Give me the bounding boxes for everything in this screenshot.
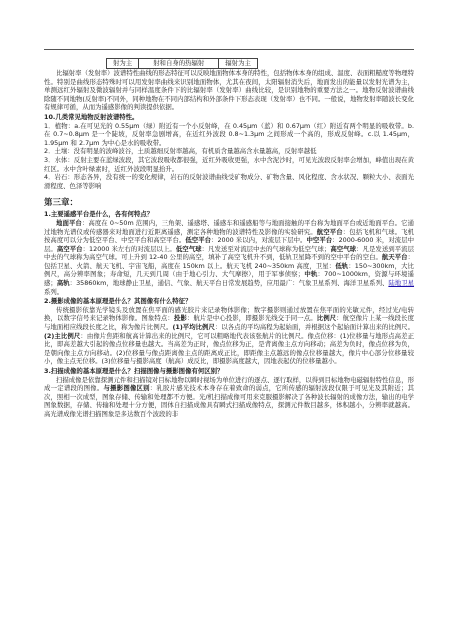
answer-1 [44,219,414,296]
term: 高轨 [56,279,70,288]
term: 比例尺 [316,314,337,323]
text: ：包括卫星、火箭、航天飞机、宇宙飞船，高度在 150km 以上。航天飞机 240~350km 高度，卫星： [44,253,414,270]
question-1: 1.主要遥感平台是什么，各有何特点？ [44,210,154,219]
term: 低轨 [335,261,349,270]
question-10: 10.几类常见地物反射波谱特性。 [44,112,139,121]
term: (2)主比例尺 [44,331,81,340]
table-fragment [106,58,258,69]
header-rule [44,49,414,50]
term: 与摄影图像区别 [103,384,150,393]
term: 低空气球 [175,244,202,253]
table-cell: 射和自身的热辐射 [139,59,219,69]
term: 投影 [173,314,187,323]
list-item: 3．水体：反射主要在蓝绿波段，其它波段吸收都很强，近红外吸收更强，水中含泥沙时，可见光波段反射率会增加，峰值出现在黄红区。水中含叶绿素时，近红外波段明显抬升。 [44,155,414,173]
list-item: 4．岩石：形态各异，没有统一的变化规律，岩石的反射波谱曲线受矿物成分、矿物含量、风化程度、含水状况、颗粒大小、表面光滑程度、色泽等影响 [44,173,414,190]
table-cell: 辐射为主 [219,59,258,69]
term: 中轨 [304,270,318,279]
text: ：以各点的平均高程为起始面，并根据这个起始面计算出来的比例尺。 [214,323,414,332]
chapter-heading: 第三章： [44,198,79,209]
term: 航天平台 [381,253,408,262]
text: ：航空像片上某一线段长度与地面相应线段长度之比，称为像片比例尺。 [44,314,415,332]
text: ：12000 米左右的对流层以上。 [82,244,176,253]
text: ：35860km，地球静止卫星，通信、气象、航天平台日常发展趋势，应用最广：气象卫星系列、海洋卫星系列、 [69,279,389,288]
question-2: 2.摄影成像的基本原理是什么？其图像有什么特征？ [44,297,192,306]
list-item: 2．土壤：没有明显的波峰波谷，土质越细反射率越高，有机质含量越高含水量越高，反射率越低 [44,147,317,156]
text: ：2000 米以内，对流层下层中。 [211,236,307,245]
term: 中空平台 [306,236,333,245]
text: ：2000-6000 米，对流层中层。 [44,236,415,253]
text: 传统摄影依靠光学镜头及放置在焦平面的感光胶片来记录物体影像；数字摄影则通过放置在焦平面的光敏元件，经过光/电转换，以数字信号来记录物体影像。图象特点： [44,305,414,323]
term: 高空平台 [56,244,83,253]
term: 低空平台 [185,236,212,245]
text: ：包括飞机和气球。飞机按高度可以分为低空平台、中空平台和高空平台。 [44,227,415,245]
text: ：凡是发送到平流层中去的气球称为高空气球。可上升到 12-40 公里的高空，填补了高空飞机升不到，低轨卫星降不到的空中平台的空白。 [44,244,414,262]
table-cell: 射为主 [107,59,139,69]
text: ：乳胶片感光技术本身存在着致命的弱点，它所传感的辐射波段仅限于可见光及其附近；其次，照相一次成型，图象存储、传输和处理都不方便。光/机扫描成像可用来克服摄影解决了各种波长辐射的成像方法，输出的电学图象数据，存储、传输和处理十分方便，固体自扫描成像具有瞬式扫描成像特点，探测元件数目越多，体积越小，分辨率就越高。高光谱成像光谱扫描图象是多达数百个波段的非 [44,384,415,418]
text: 扫描成像是依靠探测元件和扫描镜对目标地物以瞬时视场为单位进行的逐点、逐行取样，以得到目标地物电磁辐射特性信息，形成一定谱段的图像。 [44,375,414,393]
text: ：700~1000km，资源与环境遥感； [44,270,414,288]
text: ：150~300km，大比例尺，高分辨率图象；寿命短，几天到几周（由于地心引力、大气摩擦），用于军事侦察； [44,261,414,279]
term: 地面平台 [56,218,82,227]
term: 航空平台 [316,227,343,236]
paragraph-emissivity: 比辐射率（发射率）波谱特性曲线的形态特征可以反映地面物体本身的特性，包括物体本身的组成、温度、表面粗糙度等物理特性。特别是曲线形态特殊时可以用发射率曲线来识别地面物体，尤其在夜间，太阳辐射消失后，地面发出的能量以发射光谱为主，单测远红外辐射及微波辐射并与同样温度条件下的比辐射率（发射率）曲线比较，是识别地物的重要方法之一。地物反射波谱曲线除随不同地物(反射率)不同外，同种地物在不同内部结构和外部条件下形态表现（发射率）也不同。一般说，地物发射率随波长变化有规律可循，从而为遥感影像的判读提供依据。 [44,69,414,112]
text: ：由像片焦距和航高计算出来的比例尺，它可以粗略地代表该张航片的比例尺。像点位移：(1)位移量与地形点高差正比，即高差越大引起的像点位移量也越大。当高差为正时，像点位移为正，是背离像主点方向移动；高差为负时，像点位移为负，是朝向像主点方向移动。(2)位移量与像点距离像主点的距离成正比，即距像主点越远的像点位移量越大，像片中心部分位移量较小，像主点无位移。(3)位移量与摄影高度（航高）成反比，即摄影高度越大，因地表起伏的位移量越小。 [44,331,414,366]
text: ：航片是中心投影，即摄影光线交于同一点。 [186,314,317,323]
answer-3 [44,376,414,419]
text: 系列。 [44,287,64,296]
link-landsat[interactable]: 陆地卫星 [388,279,415,288]
table-row [107,59,258,69]
term: 高空气球 [330,244,357,253]
term: (1)平均比例尺 [172,323,215,332]
list-item: 1．植物：a.在可见光的 0.55μm（绿）附近有一个小反射峰，在 0.45μm（蓝）和 0.67μm（红）附近有两个明显的吸收带。b.在 0.7~0.8μm 是一个陡坡，反射率急剧增高，在近红外波段 0.8~1.3μm 之间形成一个高的，形成反射峰。c.以 1.45μm，1.95μm 和 2.7μm 为中心是水的吸收带。 [44,121,414,147]
answer-2 [44,306,414,366]
text: ：高度在 0~50m 范围内，三角架、遥感塔、遥感车和遥感船等与地面接触的平台称为地面平台或近地面平台。它通过地物光谱仪或传感器来对地面进行近距离遥感，测定各种地物的波谱特性及影像的实验研究。 [44,218,414,236]
document-page [44,58,414,419]
question-3: 3.扫描成像的基本原理是什么？扫描图像与摄影图像有何区别？ [44,367,224,375]
text: ：凡发送至对流层中去的气球称为低空气球； [201,244,331,253]
